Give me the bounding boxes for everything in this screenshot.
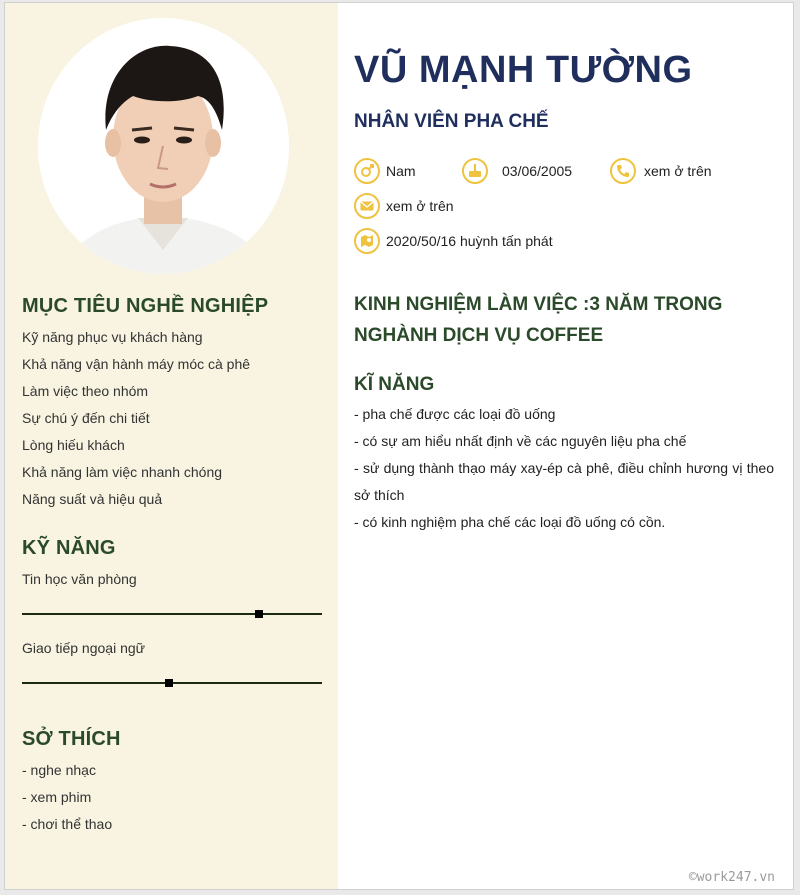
main-skills-heading: KĨ NĂNG (354, 374, 435, 395)
birthday-value: 03/06/2005 (502, 163, 573, 179)
cv-page (4, 2, 794, 890)
phone-icon (610, 158, 636, 184)
list-item: Lòng hiếu khách (22, 437, 125, 453)
list-item: - có sự am hiểu nhất định về các nguyên liệu pha chế (354, 433, 687, 449)
email-info (354, 193, 454, 219)
main-content (338, 3, 794, 890)
address-info (354, 228, 553, 254)
objective-list (22, 324, 250, 513)
list-item: - chơi thể thao (22, 816, 113, 832)
main-skills-list (354, 401, 774, 536)
email-icon (354, 193, 380, 219)
objective-heading: MỤC TIÊU NGHỀ NGHIỆP (22, 295, 269, 317)
skills-heading: KỸ NĂNG (22, 537, 116, 559)
skill-bar (22, 682, 322, 684)
list-item: Năng suất và hiệu quả (22, 491, 163, 507)
list-item: - sử dụng thành thạo máy xay-ép cà phê, điều chỉnh hương vị theo sở thích (354, 460, 774, 503)
skill-level-knob (255, 610, 263, 618)
address-value: 2020/50/16 huỳnh tấn phát (386, 233, 553, 249)
candidate-name: VŨ MẠNH TƯỜNG (354, 49, 693, 91)
list-item: - xem phim (22, 789, 92, 805)
watermark: ©work247.vn (688, 870, 775, 885)
list-item: - có kinh nghiệm pha chế các loại đồ uống có cồn. (354, 514, 666, 530)
phone-value: xem ở trên (644, 163, 712, 179)
hobbies-list (22, 757, 112, 838)
list-item: Làm việc theo nhóm (22, 383, 149, 399)
skill-name: Tin học văn phòng (22, 571, 137, 587)
profile-photo (38, 18, 289, 274)
phone-info (610, 158, 712, 184)
gender-value: Nam (386, 163, 416, 179)
birthday-info (462, 158, 572, 184)
location-icon (354, 228, 380, 254)
list-item: - pha chế được các loại đồ uống (354, 406, 556, 422)
skill-bar (22, 613, 322, 615)
hobbies-heading: SỞ THÍCH (22, 728, 121, 750)
list-item: - nghe nhạc (22, 762, 96, 778)
email-value: xem ở trên (386, 198, 454, 214)
skill-level-knob (165, 679, 173, 687)
list-item: Khả năng làm việc nhanh chóng (22, 464, 223, 480)
gender-info (354, 158, 416, 184)
list-item: Kỹ năng phục vụ khách hàng (22, 329, 203, 345)
skill-name: Giao tiếp ngoại ngữ (22, 640, 146, 656)
gender-icon (354, 158, 380, 184)
experience-heading: KINH NGHIỆM LÀM VIỆC :3 NĂM TRONG NGHÀNH DỊCH VỤ COFFEE (354, 294, 723, 346)
sidebar (5, 3, 338, 890)
list-item: Khả năng vận hành máy móc cà phê (22, 356, 251, 372)
job-title: NHÂN VIÊN PHA CHẾ (354, 111, 549, 132)
list-item: Sự chú ý đến chi tiết (22, 410, 150, 426)
birthday-cake-icon (462, 158, 488, 184)
